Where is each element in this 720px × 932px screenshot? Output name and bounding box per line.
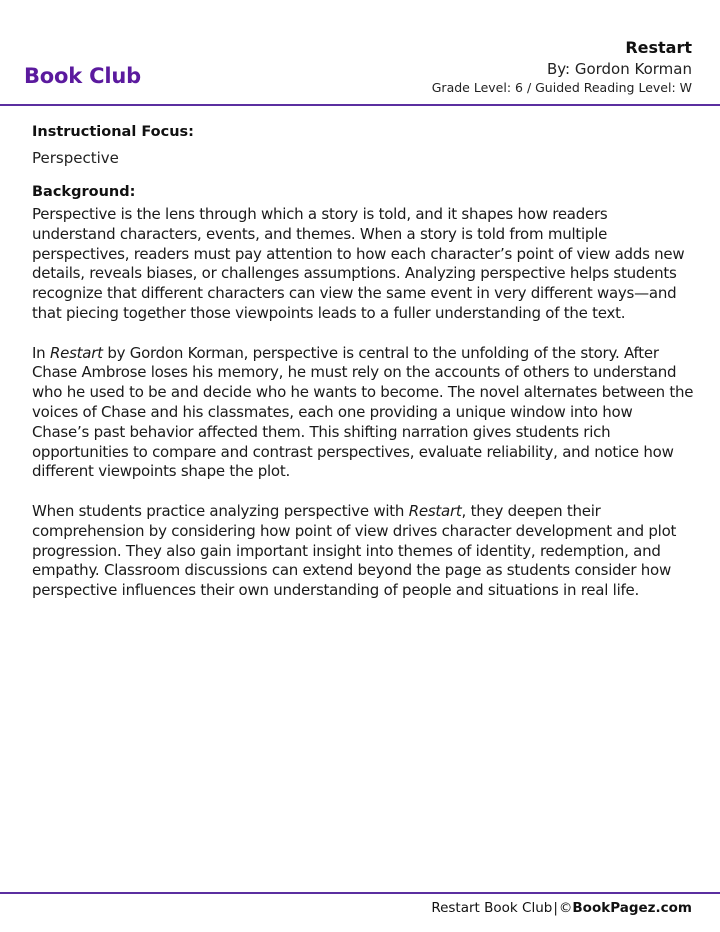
header-divider [0,104,720,106]
footer [431,898,692,918]
book-info [432,37,692,97]
footer-label: Restart Book Club [431,900,553,916]
reading-levels: Grade Level: 6 / Guided Reading Level: W [431,80,692,95]
paragraph-2-text: by Gordon Korman, perspective is central to the unfolding of the story. After Chase Ambrose loses his memory, he must rely on the accounts of others to understand who he used to be and decide who he wants to become. The novel alternates between the voices of Chase and his classmates, each one providing a unique window into how Chase’s past behavior affected them. This shifting narration gives students rich opportunities to compare and contrast perspectives, evaluate reliability, and notice how different viewpoints shape the plot. [32,343,694,481]
book-author: By: Gordon Korman [546,60,692,78]
paragraph-1-text: Perspective is the lens through which a story is told, and it shapes how readers understand characters, events, and themes. When a story is told from multiple perspectives, readers must pay attention to how each character’s point of view adds new details, reveals biases, or challenges assumptions. Analyzing perspective helps students recognize that different characters can view the same event in very different ways—and that piecing together those viewpoints leads to a fuller understanding of the text. [32,205,685,322]
paragraph-3-text: , they deepen their comprehension by considering how point of view drives character development and plot progression. They also gain important insight into themes of identity, redemption, and empathy. Classroom discussions can extend beyond the page as students consider how perspective influences their own understanding of people and situations in real life. [32,501,677,600]
book-title: Restart [625,38,692,57]
footer-divider [0,892,720,894]
main-content [32,122,694,621]
instructional-focus-heading: Instructional Focus: [32,124,194,140]
background-paragraph-2 [32,344,694,483]
background-paragraph-3 [32,502,694,601]
book-title-italic: Restart [49,343,103,362]
copyright-symbol: © [558,900,573,916]
footer-brand: BookPagez.com [572,900,692,916]
footer-separator: | [553,900,558,916]
background-heading: Background: [32,184,136,200]
paragraph-3-prefix: When students practice analyzing perspective with [32,501,409,520]
book-title-italic: Restart [408,501,462,520]
background-paragraph-1 [32,205,694,324]
book-club-logo-text: Book Club [24,64,141,88]
paragraph-2-prefix: In [32,343,50,362]
instructional-focus-value: Perspective [32,149,119,167]
